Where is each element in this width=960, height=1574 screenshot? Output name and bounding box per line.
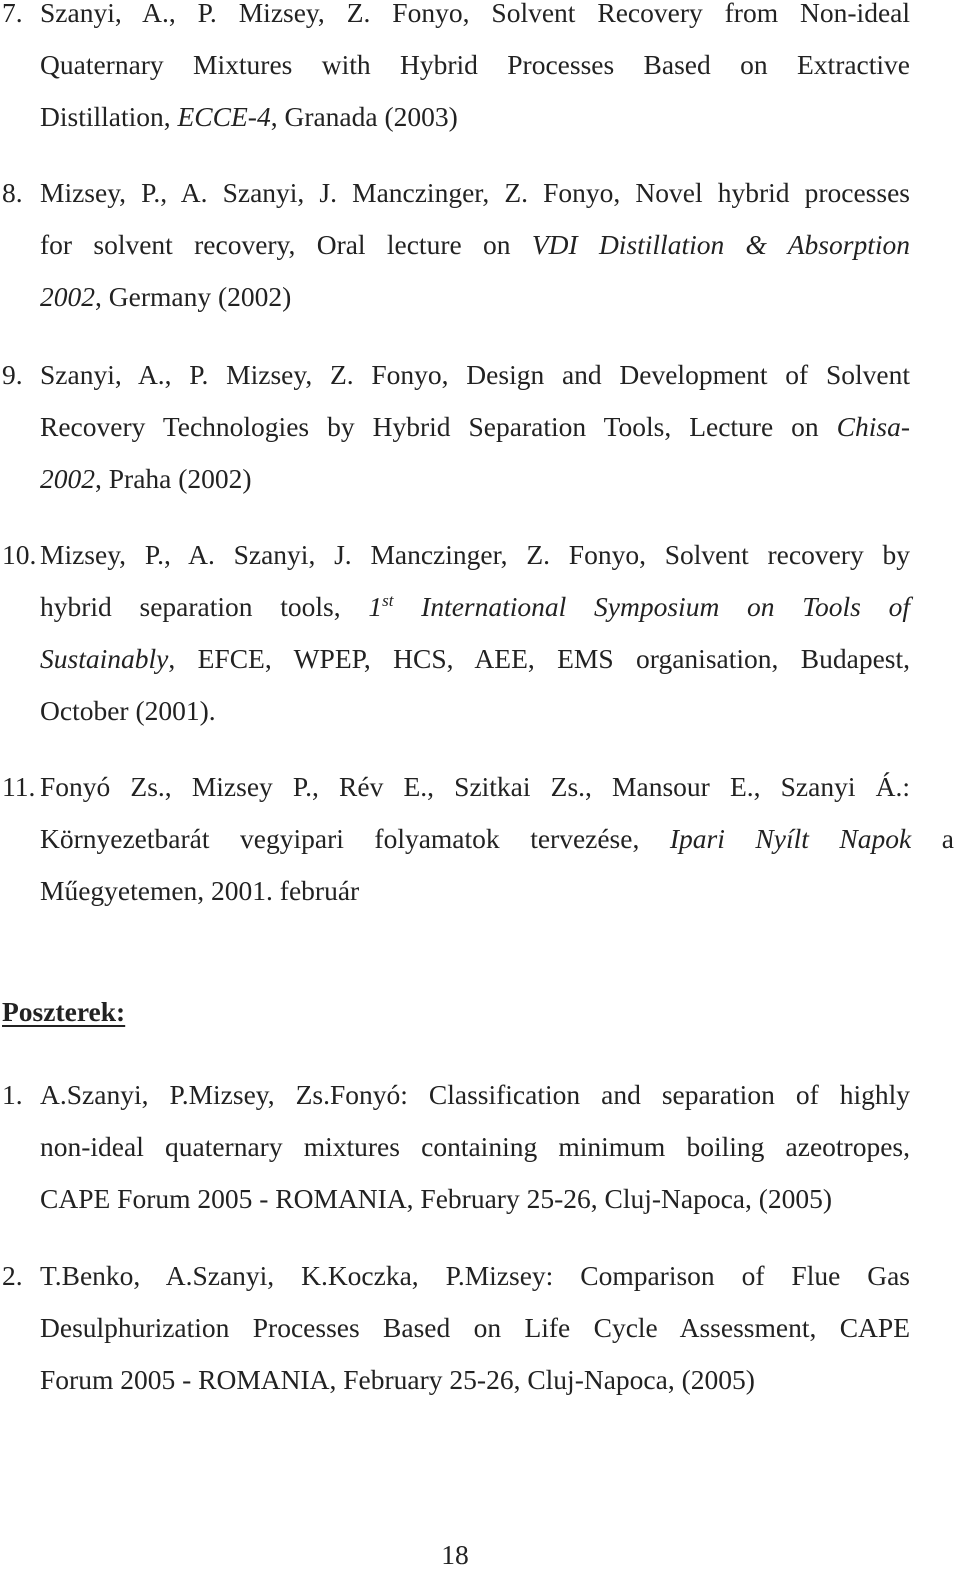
reference-number: 7. xyxy=(2,0,23,28)
reference-line: October (2001). xyxy=(40,695,216,726)
reference-line: 2002, Praha (2002) xyxy=(40,463,252,494)
reference-line: Quaternary Mixtures with Hybrid Processes Based on Extractive xyxy=(40,49,910,80)
reference-line: Sustainably, EFCE, WPEP, HCS, AEE, EMS organisation, Budapest, xyxy=(40,643,910,674)
reference-line: Szanyi, A., P. Mizsey, Z. Fonyo, Design and Development of Solvent xyxy=(40,359,910,390)
poster-number: 2. xyxy=(2,1260,23,1291)
page-number: 18 xyxy=(441,1539,469,1570)
reference-line: Fonyó Zs., Mizsey P., Rév E., Szitkai Zs., Mansour E., Szanyi Á.: xyxy=(40,771,910,802)
poster-line: A.Szanyi, P.Mizsey, Zs.Fonyó: Classification and separation of highly xyxy=(40,1079,910,1110)
posters-heading: Poszterek: xyxy=(2,996,126,1027)
poster-number: 1. xyxy=(2,1079,23,1110)
reference-line: hybrid separation tools, 1st International Symposium on Tools of xyxy=(40,590,910,622)
reference-line: for solvent recovery, Oral lecture on VDI Distillation & Absorption xyxy=(40,229,910,260)
reference-line: Környezetbarát vegyipari folyamatok tervezése, Ipari Nyílt Napok a xyxy=(40,823,954,854)
reference-number: 9. xyxy=(2,359,23,390)
reference-line: Szanyi, A., P. Mizsey, Z. Fonyo, Solvent Recovery from Non-ideal xyxy=(40,0,910,28)
poster-line: T.Benko, A.Szanyi, K.Koczka, P.Mizsey: Comparison of Flue Gas xyxy=(40,1260,910,1291)
reference-number: 8. xyxy=(2,177,23,208)
poster-line: Forum 2005 - ROMANIA, February 25-26, Cluj-Napoca, (2005) xyxy=(40,1364,755,1395)
reference-line: Műegyetemen, 2001. február xyxy=(40,875,360,906)
poster-line: CAPE Forum 2005 - ROMANIA, February 25-26, Cluj-Napoca, (2005) xyxy=(40,1183,833,1214)
reference-number: 10. xyxy=(2,539,37,570)
reference-number: 11. xyxy=(2,771,36,802)
reference-line: Mizsey, P., A. Szanyi, J. Manczinger, Z. Fonyo, Solvent recovery by xyxy=(40,539,910,570)
poster-line: non-ideal quaternary mixtures containing minimum boiling azeotropes, xyxy=(40,1131,910,1162)
reference-line: Distillation, ECCE-4, Granada (2003) xyxy=(40,101,458,132)
reference-line: 2002, Germany (2002) xyxy=(40,281,292,312)
reference-line: Mizsey, P., A. Szanyi, J. Manczinger, Z. Fonyo, Novel hybrid processes xyxy=(40,177,910,208)
reference-line: Recovery Technologies by Hybrid Separation Tools, Lecture on Chisa- xyxy=(40,411,910,442)
poster-line: Desulphurization Processes Based on Life Cycle Assessment, CAPE xyxy=(40,1312,910,1343)
